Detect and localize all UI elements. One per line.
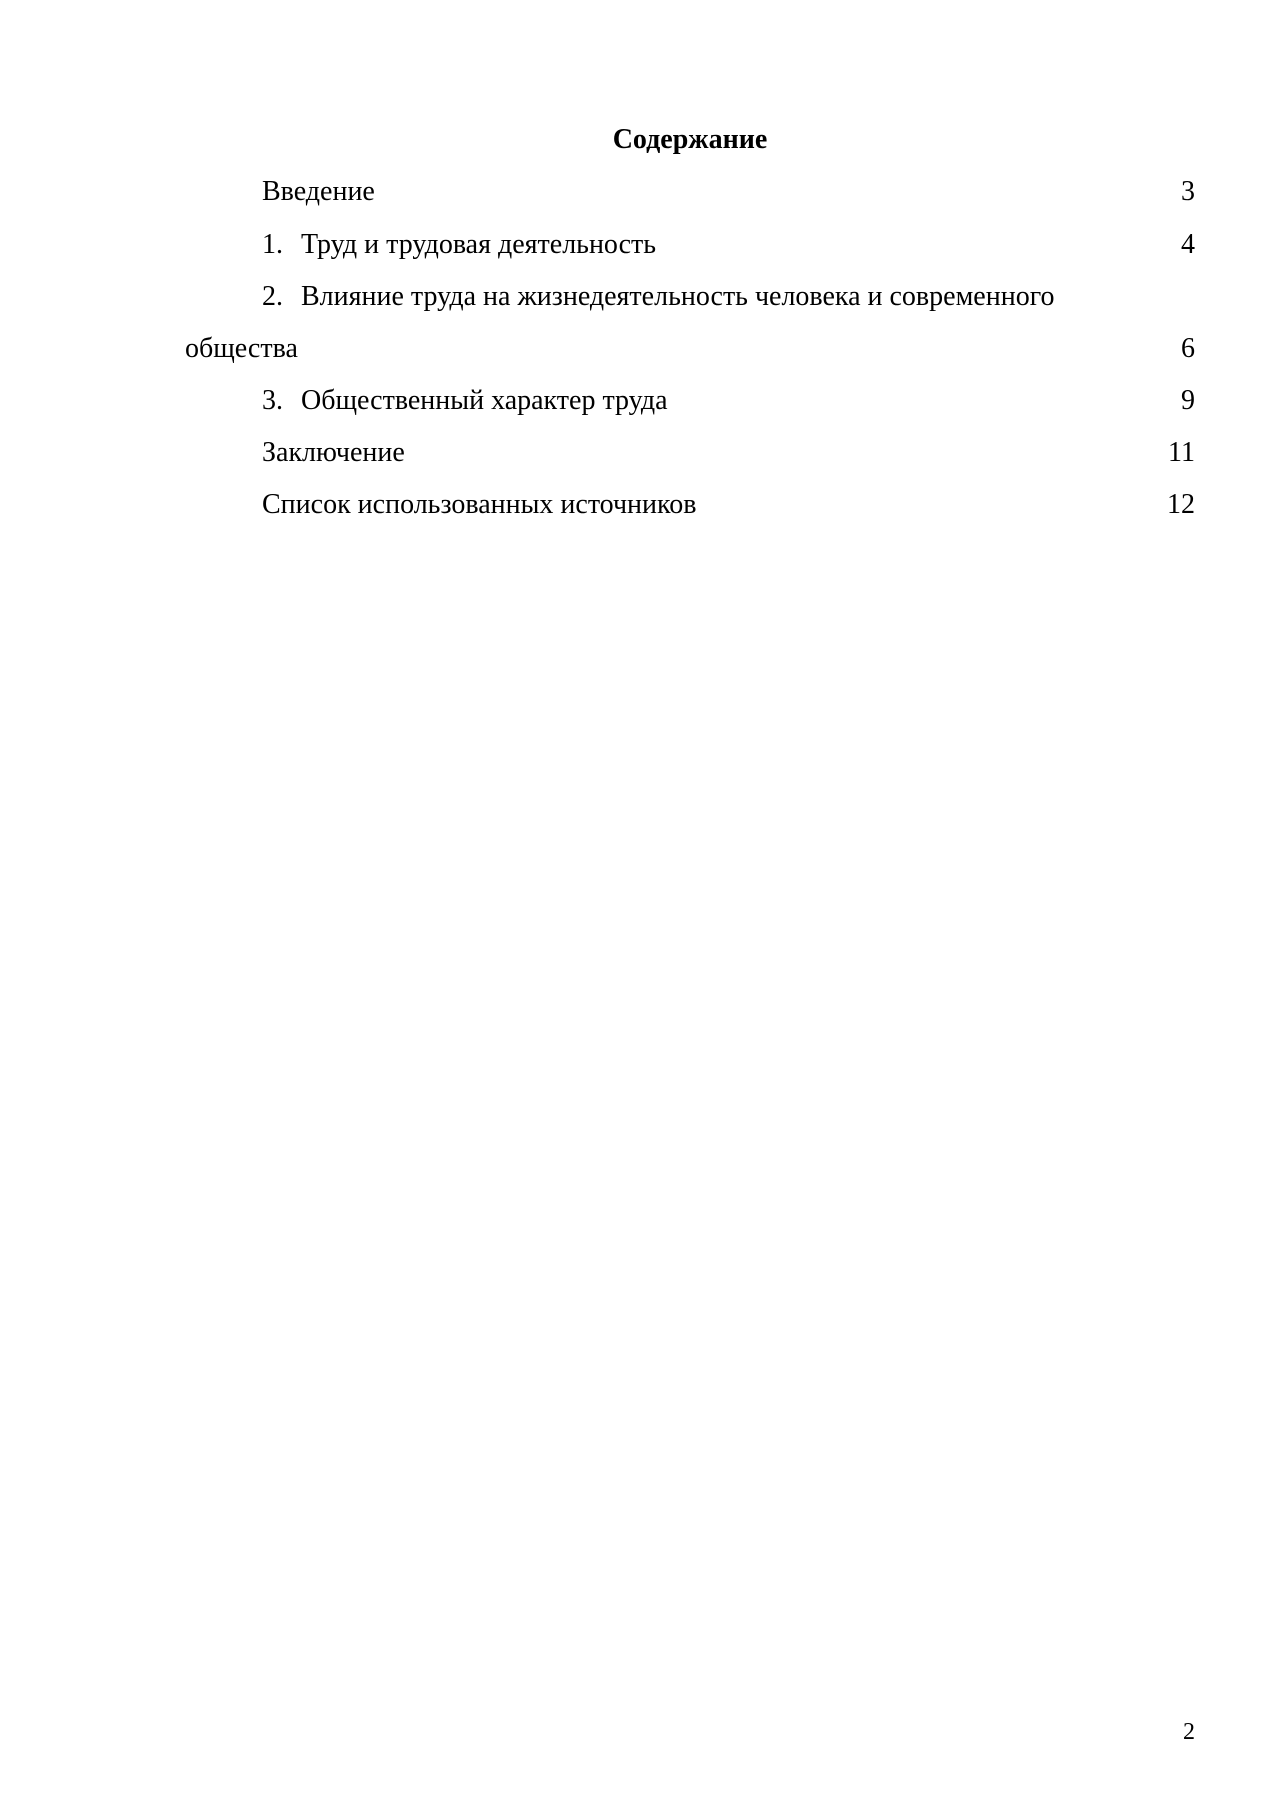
toc-entry-number: 2. bbox=[262, 281, 283, 312]
toc-entry-number: 3. bbox=[262, 385, 283, 416]
toc-entry-label: Труд и трудовая деятельность bbox=[301, 229, 657, 260]
toc-entry-introduction[interactable] bbox=[185, 174, 1195, 210]
toc-entry-page: 12 bbox=[1167, 489, 1195, 520]
page-number: 2 bbox=[1183, 1719, 1195, 1745]
toc-entry-label: Заключение bbox=[262, 437, 405, 468]
toc-title: Содержание bbox=[612, 124, 768, 155]
toc-entry-chapter-3[interactable] bbox=[185, 383, 1195, 419]
toc-entry-conclusion[interactable] bbox=[185, 435, 1195, 471]
toc-entry-label: Введение bbox=[262, 176, 375, 207]
toc-entry-label: Список использованных источников bbox=[262, 489, 697, 520]
toc-entry-chapter-2[interactable] bbox=[185, 279, 1195, 315]
toc-entry-page: 3 bbox=[1181, 176, 1195, 207]
toc-entry-references[interactable] bbox=[185, 487, 1195, 523]
toc-entry-chapter-1[interactable] bbox=[185, 227, 1195, 263]
toc-entry-page: 4 bbox=[1181, 229, 1195, 260]
toc-entry-page: 6 bbox=[1181, 333, 1195, 364]
toc-entry-page: 11 bbox=[1168, 437, 1195, 468]
toc-entry-page: 9 bbox=[1181, 385, 1195, 416]
toc-entry-number: 1. bbox=[262, 229, 283, 260]
toc-entry-chapter-2-continuation[interactable] bbox=[185, 331, 1195, 367]
toc-entry-label: Влияние труда на жизнедеятельность человека и современного bbox=[301, 281, 1055, 312]
toc-entry-label: Общественный характер труда bbox=[301, 385, 668, 416]
toc-entry-label-continuation: общества bbox=[185, 333, 298, 364]
